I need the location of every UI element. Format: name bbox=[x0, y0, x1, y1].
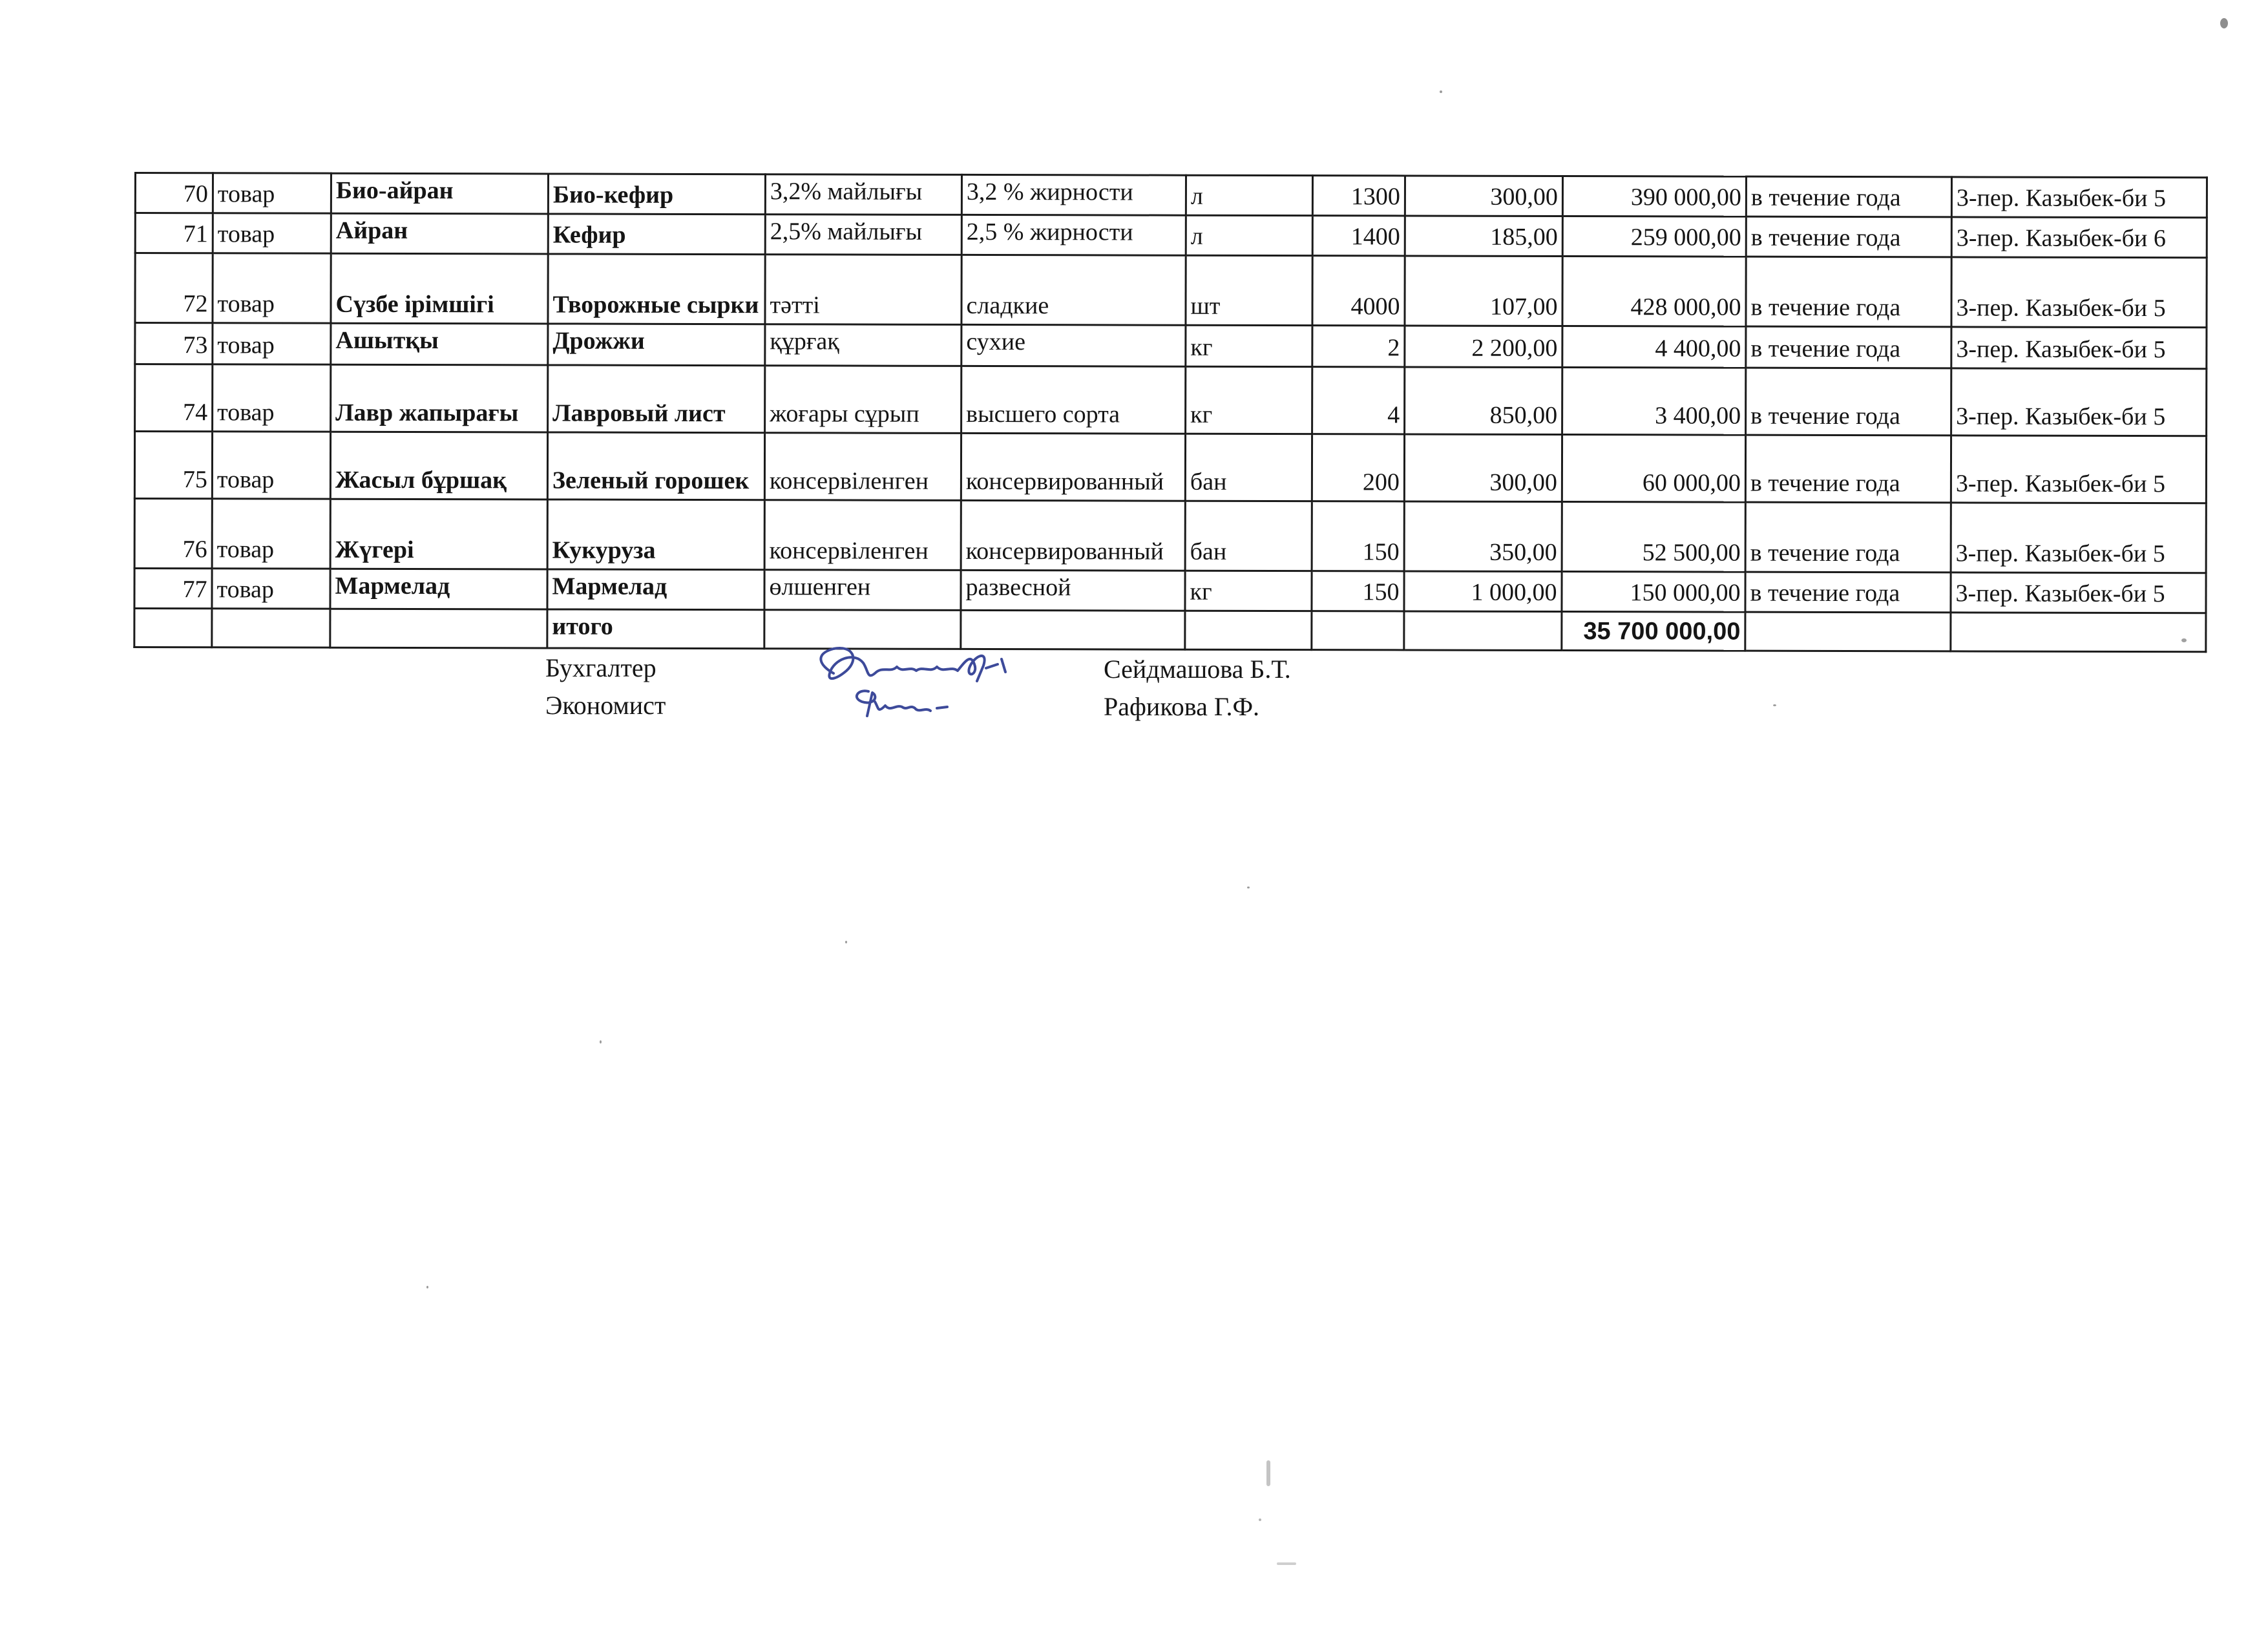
total-row bbox=[134, 609, 2206, 652]
cell-price: 300,00 bbox=[1405, 176, 1562, 216]
cell-term: в течение года bbox=[1746, 257, 1951, 327]
cell-term: в течение года bbox=[1745, 572, 1951, 613]
cell-type: товар bbox=[213, 213, 331, 253]
empty-cell bbox=[1404, 611, 1562, 651]
scan-speck bbox=[2220, 18, 2228, 28]
cell-number: 74 bbox=[135, 364, 213, 432]
table-row bbox=[135, 173, 2207, 218]
cell-unit: л bbox=[1186, 175, 1312, 215]
scan-speck bbox=[1266, 1460, 1270, 1486]
cell-type: товар bbox=[213, 253, 331, 323]
cell-quantity: 200 bbox=[1312, 434, 1404, 501]
cell-term: в течение года bbox=[1746, 368, 1951, 436]
cell-type: товар bbox=[213, 323, 331, 364]
cell-characteristic-ru: высшего сорта bbox=[961, 366, 1186, 434]
cell-number: 77 bbox=[134, 569, 212, 609]
scan-speck bbox=[1277, 1562, 1296, 1565]
cell-sum: 60 000,00 bbox=[1562, 435, 1745, 503]
scan-speck bbox=[1773, 704, 1776, 706]
scan-speck bbox=[1247, 887, 1250, 888]
cell-quantity: 4 bbox=[1312, 367, 1405, 434]
cell-quantity: 4000 bbox=[1312, 256, 1405, 326]
cell-characteristic-ru: 3,2 % жирности bbox=[961, 174, 1186, 215]
cell-term: в течение года bbox=[1746, 326, 1951, 368]
total-value: 35 700 000,00 bbox=[1562, 612, 1745, 651]
cell-name-kz: Мармелад bbox=[330, 569, 547, 609]
cell-characteristic-kz: тәтті bbox=[765, 255, 961, 325]
cell-address: 3-пер. Казыбек-би 5 bbox=[1951, 503, 2206, 573]
cell-number: 70 bbox=[135, 173, 213, 213]
cell-term: в течение года bbox=[1745, 502, 1951, 572]
cell-name-kz: Айран bbox=[331, 213, 548, 254]
goods-table-wrapper bbox=[133, 172, 2206, 653]
cell-quantity: 1400 bbox=[1312, 216, 1405, 256]
cell-address: 3-пер. Казыбек-би 5 bbox=[1951, 368, 2207, 436]
cell-address: 3-пер. Казыбек-би 5 bbox=[1951, 177, 2207, 218]
signature-name-accountant: Сейдмашова Б.Т. bbox=[1104, 655, 1291, 684]
cell-unit: бан bbox=[1185, 434, 1312, 501]
cell-address: 3-пер. Казыбек-би 5 bbox=[1951, 436, 2206, 503]
cell-price: 850,00 bbox=[1405, 367, 1562, 435]
cell-sum: 390 000,00 bbox=[1562, 176, 1746, 217]
cell-name-kz: Био-айран bbox=[331, 173, 548, 214]
cell-name-ru: Био-кефир bbox=[548, 174, 765, 215]
cell-characteristic-kz: 2,5% майлығы bbox=[765, 215, 961, 255]
cell-term: в течение года bbox=[1745, 435, 1951, 503]
table-row bbox=[135, 323, 2207, 369]
empty-cell bbox=[330, 609, 547, 648]
cell-sum: 4 400,00 bbox=[1562, 326, 1746, 368]
cell-quantity: 150 bbox=[1312, 501, 1404, 571]
table-row bbox=[135, 364, 2207, 436]
cell-price: 107,00 bbox=[1405, 256, 1562, 326]
cell-type: товар bbox=[212, 432, 330, 499]
cell-sum: 52 500,00 bbox=[1562, 502, 1745, 572]
cell-price: 350,00 bbox=[1404, 501, 1562, 572]
cell-term: в течение года bbox=[1746, 216, 1951, 257]
cell-characteristic-ru: сладкие bbox=[961, 255, 1186, 325]
cell-name-kz: Жасыл бұршақ bbox=[330, 432, 547, 499]
goods-table bbox=[133, 172, 2208, 653]
cell-sum: 259 000,00 bbox=[1562, 216, 1746, 257]
scan-speck bbox=[426, 1286, 428, 1288]
cell-unit: л bbox=[1186, 215, 1312, 255]
cell-quantity: 1300 bbox=[1312, 176, 1405, 216]
cell-sum: 150 000,00 bbox=[1562, 572, 1745, 613]
empty-cell bbox=[1745, 612, 1951, 651]
cell-name-ru: Кукуруза bbox=[547, 499, 764, 570]
cell-number: 76 bbox=[134, 499, 212, 569]
table-row bbox=[134, 499, 2206, 573]
cell-name-ru: Кефир bbox=[548, 214, 765, 255]
cell-characteristic-kz: жоғары сұрып bbox=[765, 366, 961, 434]
cell-name-ru: Зеленый горошек bbox=[547, 432, 764, 500]
cell-number: 71 bbox=[135, 213, 213, 253]
cell-name-ru: Мармелад bbox=[547, 569, 764, 610]
cell-unit: кг bbox=[1186, 325, 1312, 366]
cell-address: 3-пер. Казыбек-би 5 bbox=[1951, 327, 2207, 369]
cell-sum: 428 000,00 bbox=[1562, 257, 1746, 327]
table-row bbox=[135, 213, 2207, 258]
cell-type: товар bbox=[213, 364, 331, 432]
cell-quantity: 2 bbox=[1312, 326, 1405, 367]
cell-characteristic-kz: 3,2% майлығы bbox=[765, 174, 961, 215]
empty-cell bbox=[134, 609, 212, 647]
empty-cell bbox=[1951, 613, 2206, 652]
cell-characteristic-kz: консервіленген bbox=[764, 500, 961, 571]
cell-type: товар bbox=[212, 499, 330, 569]
cell-term: в течение года bbox=[1746, 176, 1951, 217]
signature-role-economist: Экономист bbox=[545, 691, 666, 720]
signature-name-economist: Рафикова Г.Ф. bbox=[1104, 692, 1260, 721]
cell-address: 3-пер. Казыбек-би 6 bbox=[1951, 217, 2207, 258]
empty-cell bbox=[1312, 611, 1404, 650]
cell-name-kz: Лавр жапырағы bbox=[331, 364, 548, 432]
cell-price: 2 200,00 bbox=[1405, 326, 1562, 368]
cell-characteristic-ru: консервированный bbox=[961, 433, 1185, 501]
scan-speck bbox=[600, 1040, 602, 1044]
cell-type: товар bbox=[212, 569, 330, 609]
table-row bbox=[134, 432, 2206, 503]
empty-cell bbox=[1185, 611, 1312, 649]
cell-number: 72 bbox=[135, 253, 213, 323]
cell-characteristic-kz: консервіленген bbox=[764, 433, 961, 501]
scan-speck bbox=[1259, 1518, 1261, 1521]
cell-quantity: 150 bbox=[1312, 571, 1404, 611]
signature-role-accountant: Бухгалтер bbox=[545, 653, 656, 682]
cell-characteristic-ru: 2,5 % жирности bbox=[961, 215, 1186, 255]
cell-characteristic-kz: өлшенген bbox=[764, 570, 961, 611]
cell-name-kz: Жүгері bbox=[330, 499, 547, 569]
handwritten-signature-economist-icon bbox=[840, 685, 1008, 737]
cell-name-kz: Сүзбе ірімшігі bbox=[331, 253, 548, 324]
cell-name-ru: Лавровый лист bbox=[548, 365, 765, 433]
cell-type: товар bbox=[213, 173, 331, 213]
scan-speck bbox=[2181, 638, 2187, 642]
cell-price: 300,00 bbox=[1404, 434, 1562, 502]
cell-address: 3-пер. Казыбек-би 5 bbox=[1951, 572, 2206, 613]
cell-address: 3-пер. Казыбек-би 5 bbox=[1951, 257, 2207, 328]
cell-name-ru: Дрожжи bbox=[548, 324, 765, 366]
cell-number: 75 bbox=[134, 432, 212, 499]
cell-price: 1 000,00 bbox=[1404, 571, 1562, 612]
cell-characteristic-ru: сухие bbox=[961, 324, 1186, 366]
cell-name-ru: Творожные сырки bbox=[548, 254, 765, 324]
cell-characteristic-kz: құрғақ bbox=[765, 324, 961, 366]
cell-number: 73 bbox=[135, 323, 213, 364]
cell-unit: бан bbox=[1185, 501, 1312, 571]
table-row bbox=[134, 569, 2206, 613]
cell-price: 185,00 bbox=[1405, 216, 1562, 257]
cell-unit: кг bbox=[1186, 366, 1312, 434]
cell-name-kz: Ашытқы bbox=[331, 323, 548, 365]
empty-cell bbox=[212, 609, 330, 647]
cell-unit: кг bbox=[1185, 571, 1312, 611]
total-label: итого bbox=[547, 609, 764, 649]
cell-characteristic-ru: развесной bbox=[961, 570, 1185, 611]
scan-speck bbox=[1440, 90, 1442, 93]
cell-unit: шт bbox=[1186, 255, 1312, 325]
cell-sum: 3 400,00 bbox=[1562, 368, 1746, 436]
scan-speck bbox=[845, 941, 847, 943]
cell-characteristic-ru: консервированный bbox=[961, 500, 1185, 571]
table-row bbox=[135, 253, 2207, 328]
